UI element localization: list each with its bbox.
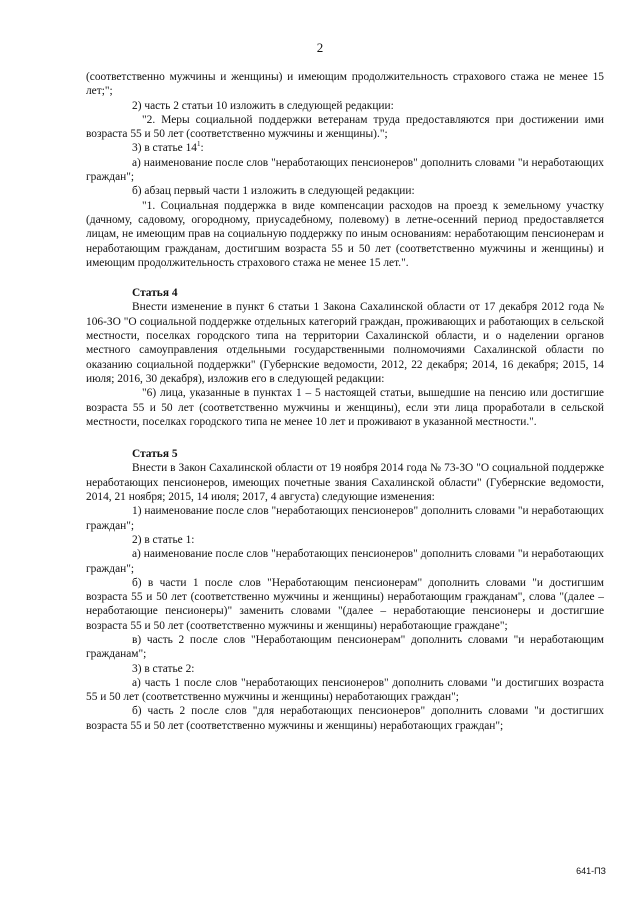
paragraph: (соответственно мужчины и женщины) и имеющим продолжительность страхового стажа не менее 15 лет;"; <box>86 71 604 98</box>
paragraph: а) часть 1 после слов "неработающих пенсионеров" дополнить словами "и достигших возраста 55 и 50 лет (соответственно мужчины и женщины) неработающих граждан"; <box>86 676 604 704</box>
paragraph: Внести изменение в пункт 6 статьи 1 Закона Сахалинской области от 17 декабря 2012 года № 106-ЗО "О социальной поддержке отдельных категорий граждан, проживающих и работающих в сельской местности, поселках городского типа на территории Сахалинской области, и о наделении органов местного самоуправления отдельными государственными полномочиями Сахалинской области по оказанию социальной поддержки" (Губернские ведомости, 2012, 22 декабря; 2014, 16 декабря; 2015, 14 июля; 2016, 30 декабря), изложив его в следующей редакции: <box>86 301 604 385</box>
paragraph: "1. Социальная поддержка в виде компенсации расходов на проезд к земельному участку (дачному, садовому, огородному, приусадебному, полевому) в летне-осенний период предоставляется лицам, не имеющим прав на социальную поддержку по иным основаниям: неработающим пенсионерам и неработающим гражданам, достигшим возраста 55 и 50 лет (соответственно мужчины и женщины) и имеющим продолжительность страхового стажа не менее 15 лет.". <box>86 199 604 269</box>
paragraph: 1) наименование после слов "неработающих пенсионеров" дополнить словами "и неработающих граждан"; <box>86 505 604 532</box>
paragraph: 3) в статье 2: <box>132 662 195 675</box>
paragraph-text: 3) в статье 14 <box>132 142 197 155</box>
article-heading: Статья 4 <box>132 287 178 300</box>
paragraph: в) часть 2 после слов "Неработающим пенсионерам" дополнить словами "и неработающим гражданам"; <box>86 633 604 661</box>
document-code: 641-ПЗ <box>576 866 606 876</box>
paragraph: а) наименование после слов "неработающих пенсионеров" дополнить словами "и неработающих граждан"; <box>86 548 604 575</box>
colon: : <box>200 142 204 155</box>
paragraph: а) наименование после слов "неработающих пенсионеров" дополнить словами "и неработающих граждан"; <box>86 156 604 184</box>
superscript: 1 <box>196 140 201 149</box>
page-number: 2 <box>316 40 324 55</box>
paragraph: Внести в Закон Сахалинской области от 19 ноября 2014 года № 73-ЗО "О социальной поддержке неработающих пенсионеров, имеющих почетные звания Сахалинской области" (Губернские ведомости, 2014, 21 ноября; 2015, 14 июля; 2017, 4 августа) следующие изменения: <box>86 462 604 504</box>
paragraph: б) в части 1 после слов "Неработающим пенсионерам" дополнить словами "и достигшим возраста 55 и 50 лет (соответственно мужчины и женщины) неработающим гражданам", слова "(далее – неработающие пенсионеры)" заменить словами "(далее – неработающие пенсионеры и достигшие возраста 55 и 50 лет (соответственно мужчины и женщины) неработающие граждане"; <box>86 576 604 632</box>
paragraph: "6) лица, указанные в пунктах 1 – 5 настоящей статьи, вышедшие на пенсию или достигшие возраста 55 и 50 лет (соответственно мужчины и женщины), если эти лица проработали в сельской местности, поселках городского типа не менее 10 лет и проживают в указанной местности.". <box>86 387 604 428</box>
paragraph: б) абзац первый части 1 изложить в следующей редакции: <box>132 185 415 198</box>
paragraph: 2) часть 2 статьи 10 изложить в следующей редакции: <box>132 99 394 112</box>
paragraph: б) часть 2 после слов "для неработающих пенсионеров" дополнить словами "и достигших возраста 55 и 50 лет (соответственно мужчины и женщины) неработающих граждан"; <box>86 705 604 732</box>
paragraph <box>86 141 604 155</box>
paragraph: "2. Меры социальной поддержки ветеранам труда предоставляются при достижении ими возраста 55 и 50 лет (соответственно мужчины и женщины)."; <box>86 113 604 141</box>
document-body <box>86 70 604 733</box>
article-heading: Статья 5 <box>132 448 178 461</box>
paragraph: 2) в статье 1: <box>132 533 195 546</box>
